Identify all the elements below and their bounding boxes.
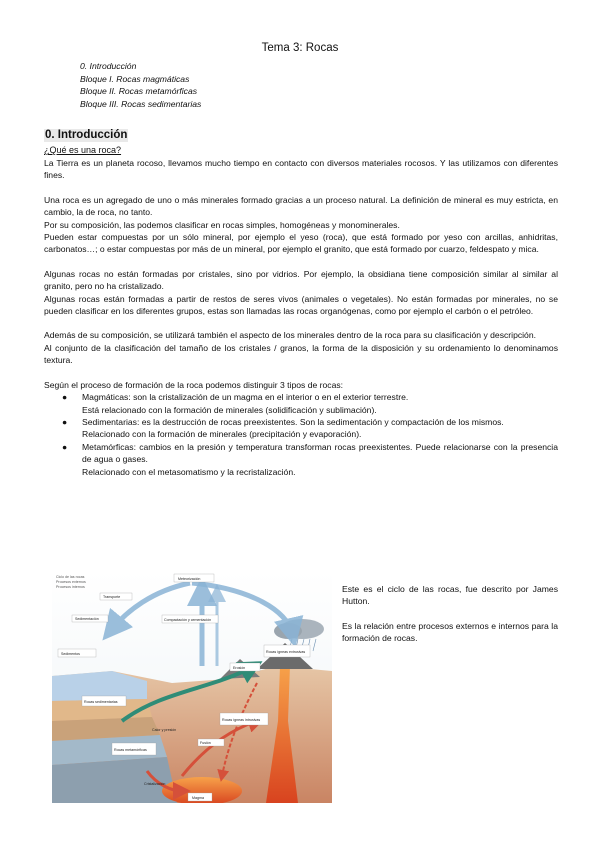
legend-title: Ciclo de las rocas bbox=[56, 575, 85, 579]
label-melting: Fusión bbox=[200, 741, 211, 745]
paragraph: Algunas rocas no están formadas por cristales, sino por vidrios. Por ejemplo, la obsidiana tiene composición similar al similar al granito, pero no ha cristalizado. bbox=[44, 268, 558, 292]
metamorphic-layer bbox=[52, 757, 177, 803]
subheading: ¿Qué es una roca? bbox=[44, 145, 122, 155]
document-title: Tema 3: Rocas bbox=[261, 42, 339, 54]
paragraph: Una roca es un agregado de uno o más minerales formado gracias a un proceso natural. La definición de mineral es muy estricta, en cambio, la de roca, no tanto. bbox=[44, 194, 558, 218]
toc-item: Bloque II. Rocas metamórficas bbox=[80, 86, 198, 97]
paragraph: La Tierra es un planeta rocoso, llevamos mucho tiempo en contacto con diversos materiales rocosos. Y las utilizamos con diferentes fines. bbox=[44, 158, 558, 181]
label-metamorphic-rocks: Rocas metamórficas bbox=[114, 748, 147, 752]
label-weathering: Meteorización bbox=[178, 577, 201, 581]
label-magma: Magma bbox=[192, 796, 204, 800]
bullet-icon: ● bbox=[62, 441, 68, 452]
list-item bbox=[44, 441, 558, 466]
label-extrusive-rocks: Rocas ígneas extrusivas bbox=[266, 650, 306, 654]
type-name: Metamórficas bbox=[82, 441, 134, 452]
caption-paragraph: Este es el ciclo de las rocas, fue descrito por James Hutton. bbox=[342, 584, 558, 607]
legend-external: Procesos externos bbox=[56, 580, 86, 584]
type-desc: : es la destrucción de rocas preexistentes. Son la sedimentación y compactación de los mismos. bbox=[136, 416, 504, 427]
label-heat-pressure: Calor y presión bbox=[152, 728, 177, 732]
type-relation: Relacionado con la formación de minerales (precipitación y evaporación). bbox=[82, 429, 362, 440]
paragraph: Además de su composición, se utilizará también el aspecto de los minerales dentro de la roca para su clasificación y descripción. bbox=[44, 330, 537, 341]
label-sedimentary-rocks: Rocas sedimentarias bbox=[84, 700, 118, 704]
toc-item: 0. Introducción bbox=[80, 61, 137, 71]
table-of-contents bbox=[80, 60, 201, 110]
label-sediments: Sedimentos bbox=[61, 652, 80, 656]
label-transport: Transporte bbox=[103, 595, 121, 599]
bullet-icon: ● bbox=[62, 392, 68, 403]
rock-types-list bbox=[44, 391, 558, 478]
toc-item: Bloque III. Rocas sedimentarias bbox=[80, 98, 202, 109]
label-intrusive-rocks: Rocas ígneas intrusivas bbox=[222, 718, 261, 722]
toc-item: Bloque I. Rocas magmáticas bbox=[80, 73, 190, 84]
paragraph: Por su composición, las podemos clasificar en rocas simples, homogéneas y monominerales. bbox=[44, 219, 400, 230]
bullet-icon: ● bbox=[62, 416, 68, 427]
label-compaction: Compactación y cementación bbox=[164, 618, 212, 622]
type-relation: Está relacionado con la formación de minerales (solidificación y sublimación). bbox=[82, 404, 377, 415]
diagram-caption bbox=[342, 583, 558, 645]
paragraph: Pueden estar compuestas por un sólo mineral, por ejemplo el yeso (roca), que está formado por yeso con arcillas, anhidritas, carbonatos…; o estar compuestas por más de un mineral, por ejemplo el granito, que está formado por cuarzo, feldespato y mica. bbox=[44, 232, 558, 255]
paragraph: Según el proceso de formación de la roca podemos distinguir 3 tipos de rocas: bbox=[44, 379, 344, 390]
rock-cycle-diagram bbox=[52, 571, 332, 803]
label-crystallization: Cristalización bbox=[144, 782, 166, 786]
caption-paragraph: Es la relación entre procesos externos e internos para la formación de rocas. bbox=[342, 620, 558, 644]
label-erosion: Erosión bbox=[233, 666, 246, 670]
list-item bbox=[44, 391, 558, 403]
list-item bbox=[44, 416, 558, 428]
body-text bbox=[44, 157, 558, 478]
type-desc: : son la cristalización de un magma en el interior o en el exterior terrestre. bbox=[128, 392, 409, 403]
type-relation: Relacionado con el metasomatismo y la recristalización. bbox=[82, 466, 296, 477]
type-name: Sedimentarias bbox=[82, 416, 137, 427]
paragraph: Al conjunto de la clasificación del tamaño de los cristales / granos, la forma de la disposición y su ordenamiento lo denominamos textura. bbox=[44, 342, 558, 366]
type-name: Magmáticas bbox=[82, 392, 129, 403]
label-sedimentation: Sedimentación bbox=[75, 617, 99, 621]
legend-internal: Procesos internos bbox=[56, 585, 85, 589]
type-desc: : cambios en la presión y temperatura transforman rocas preexistentes. Puede relacionarse con la presencia de agua o gases. bbox=[82, 441, 558, 465]
section-heading: 0. Introducción bbox=[45, 129, 128, 141]
paragraph: Algunas rocas están formadas a partir de restos de seres vivos (animales o vegetales). No están formadas por minerales, no se pueden clasificar en los diferentes grupos, estas son llamadas las rocas organógenas, como por ejemplo el carbón o el petróleo. bbox=[44, 293, 558, 317]
